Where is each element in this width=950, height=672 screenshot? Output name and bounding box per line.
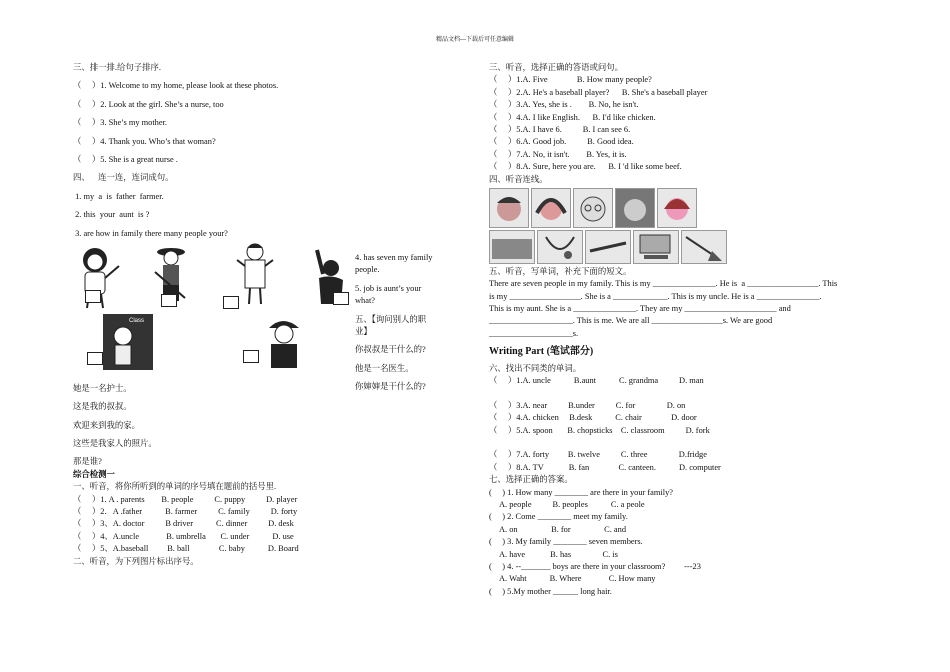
sec4-side-line: what? xyxy=(355,296,375,306)
driver-figure xyxy=(261,314,307,372)
answer-box[interactable] xyxy=(161,294,177,307)
r-s3-item: （ ）3.A. Yes, she is . B. No, he isn't. xyxy=(489,100,639,110)
comp-s1-item: （ ）4、A.uncle B. umbrella C. under D. use xyxy=(73,531,294,541)
sec5-answer: 这是我的叔叔。 xyxy=(73,402,132,412)
w6-item xyxy=(489,437,889,449)
thermometer-picture xyxy=(585,230,631,264)
teacher-figure xyxy=(103,314,153,372)
w6-item: （ ）3.A. near B.under C. for D. on xyxy=(489,400,686,410)
comp-s2-title: 二、听音，为下列图片标出序号。 xyxy=(73,556,199,566)
answer-box[interactable] xyxy=(85,290,101,303)
w6-item xyxy=(489,387,889,399)
sec5-question: 你叔叔是干什么的? xyxy=(355,345,426,355)
r-s5-line: is my _________________. She is a _____________. This is my uncle. He is a _______________. xyxy=(489,291,822,301)
section5-title: 五、【询问别人的职 xyxy=(355,314,427,324)
sec5-answer: 欢迎来到我的家。 xyxy=(73,420,140,430)
w7-item: A. people B. peoples C. a peole xyxy=(489,499,645,509)
sec4-side-line: people. xyxy=(355,265,380,275)
grandfather-face-picture xyxy=(573,188,613,228)
family-pictures-row xyxy=(489,188,889,228)
section5-title-cont: 业】 xyxy=(355,327,372,337)
r-section5-title: 五、听音，写单词，补充下面的短文。 xyxy=(489,266,632,276)
r-section4-title: 四、听音连线。 xyxy=(489,174,548,184)
object-pictures-row xyxy=(489,230,889,264)
answer-box[interactable] xyxy=(87,352,103,365)
w7-item: ( ) 4. --_______ boys are there in your classroom? ---23 xyxy=(489,561,701,571)
r-s3-item: （ ）5.A. I have 6. B. I can see 6. xyxy=(489,124,631,134)
sec5-answer: 她是一名护士。 xyxy=(73,383,132,393)
left-column xyxy=(73,62,463,568)
hoe-picture xyxy=(681,230,727,264)
stage-picture xyxy=(489,230,535,264)
grandmother-face-picture xyxy=(615,188,655,228)
r-s3-item: （ ）2.A. He's a baseball player? B. She's a baseball player xyxy=(489,87,708,97)
right-column xyxy=(489,62,889,598)
r-s3-item: （ ）4.A. I like English. B. I'd like chicken. xyxy=(489,112,656,122)
sec5-answer: 那是谁? xyxy=(73,457,102,467)
comp-s1-item: （ ）3、A. doctor B driver C. dinner D. desk xyxy=(73,519,294,529)
sec4-item: 2. this your aunt is ? xyxy=(73,210,150,220)
w7-item: A. have B. has C. is xyxy=(489,549,618,559)
page-header: 精品文档---下载后可任意编辑 xyxy=(436,37,514,43)
w7-item: ( ) 3. My family ________ seven members. xyxy=(489,537,643,547)
answer-box[interactable] xyxy=(223,296,239,309)
r-s3-item: （ ）6.A. Good job. B. Good idea. xyxy=(489,137,634,147)
r-s3-item: （ ）7.A. No, it isn't. B. Yes, it is. xyxy=(489,149,627,159)
sec4-item: 1. my a is father farmer. xyxy=(73,191,164,201)
sec4-side-items xyxy=(355,252,465,394)
w6-item: （ ）5.A. spoon B. chopsticks C. classroom D. fork xyxy=(489,425,710,435)
sec3-item: （ ）4. Thank you. Who’s that woman? xyxy=(73,136,216,146)
r-section3-title: 三、听音，选择正确的答语或问句。 xyxy=(489,63,623,72)
girl-face-picture xyxy=(531,188,571,228)
w7-title: 七、选择正确的答案。 xyxy=(489,475,573,485)
w7-item: A. on B. for C. and xyxy=(489,524,627,534)
r-s3-item: （ ）8.A. Sure, here you are. B. I 'd like some beef. xyxy=(489,162,682,172)
comprehensive-test-title: 综合检测一 xyxy=(73,469,115,479)
sec3-item: （ ）1. Welcome to my home, please look at these photos. xyxy=(73,81,279,91)
computer-picture xyxy=(633,230,679,264)
comp-s1-item: （ ）5、A.baseball B. ball C. baby D. Board xyxy=(73,544,299,554)
answer-box[interactable] xyxy=(243,350,259,363)
r-s5-line: ____________________s. xyxy=(489,328,579,338)
sec5-question: 你婶婶是干什么的? xyxy=(355,382,426,392)
comp-s1-item: （ ）1. A . parents B. people C. puppy D. player xyxy=(73,494,298,504)
w6-item: （ ）1.A. uncle B.aunt C. grandma D. man xyxy=(489,376,704,386)
r-s5-line: There are seven people in my family. This is my _______________. He is a _________________. This xyxy=(489,279,838,289)
w7-item: ( ) 1. How many ________ are there in your family? xyxy=(489,487,673,497)
section4-title: 四、 连一连，连词成句。 xyxy=(73,173,174,183)
sec5-answer: 这些是我家人的照片。 xyxy=(73,439,157,449)
w6-item: （ ）4.A. chicken B.desk C. chair D. door xyxy=(489,413,697,423)
sec4-side-line: 4. has seven my family xyxy=(355,253,433,262)
sec3-item: （ ）2. Look at the girl. She’s a nurse, too xyxy=(73,99,224,109)
answer-box[interactable] xyxy=(333,292,349,305)
r-s3-item: （ ）1.A. Five B. How many people? xyxy=(489,75,652,85)
svg-text:Class: Class xyxy=(129,317,145,324)
w6-title: 六、找出不同类的单词。 xyxy=(489,363,582,373)
sec3-item: （ ）3. She’s my mother. xyxy=(73,118,167,128)
woman-face-picture xyxy=(657,188,697,228)
sec5-question: 他是一名医生。 xyxy=(355,363,414,373)
r-s5-line: ____________________. This is me. We are all _________________s. We are good xyxy=(489,316,773,326)
w6-item: （ ）8.A. TV B. fan C. canteen. D. computer xyxy=(489,462,721,472)
w7-item: ( ) 5.My mother ______ long hair. xyxy=(489,586,612,596)
sec4-side-line: 5. job is aunt’s your xyxy=(355,283,422,293)
comp-s1-title: 一、听音，将你所听到的单词的序号填在题前的括号里. xyxy=(73,482,277,492)
stethoscope-picture xyxy=(537,230,583,264)
sec4-item: 3. are how in family there many people your? xyxy=(73,228,228,238)
sec3-item: （ ）5. She is a great nurse . xyxy=(73,154,178,164)
section3-title: 三、排一排.给句子排序. xyxy=(73,63,161,72)
w7-item: A. Waht B. Where C. How many xyxy=(489,574,656,584)
boy-face-picture xyxy=(489,188,529,228)
doctor-figure xyxy=(233,240,277,306)
w6-item: （ ）7.A. forty B. twelve C. three D.fridge xyxy=(489,450,707,460)
r-s5-line: This is my aunt. She is a _______________. They are my ______________________ and xyxy=(489,304,791,314)
w7-item: ( ) 2. Come ________ meet my family. xyxy=(489,512,628,522)
writing-part-title: Writing Part (笔试部分) xyxy=(489,346,594,358)
comp-s1-item: （ ）2．A .father B. farmer C. family D. forty xyxy=(73,507,298,517)
